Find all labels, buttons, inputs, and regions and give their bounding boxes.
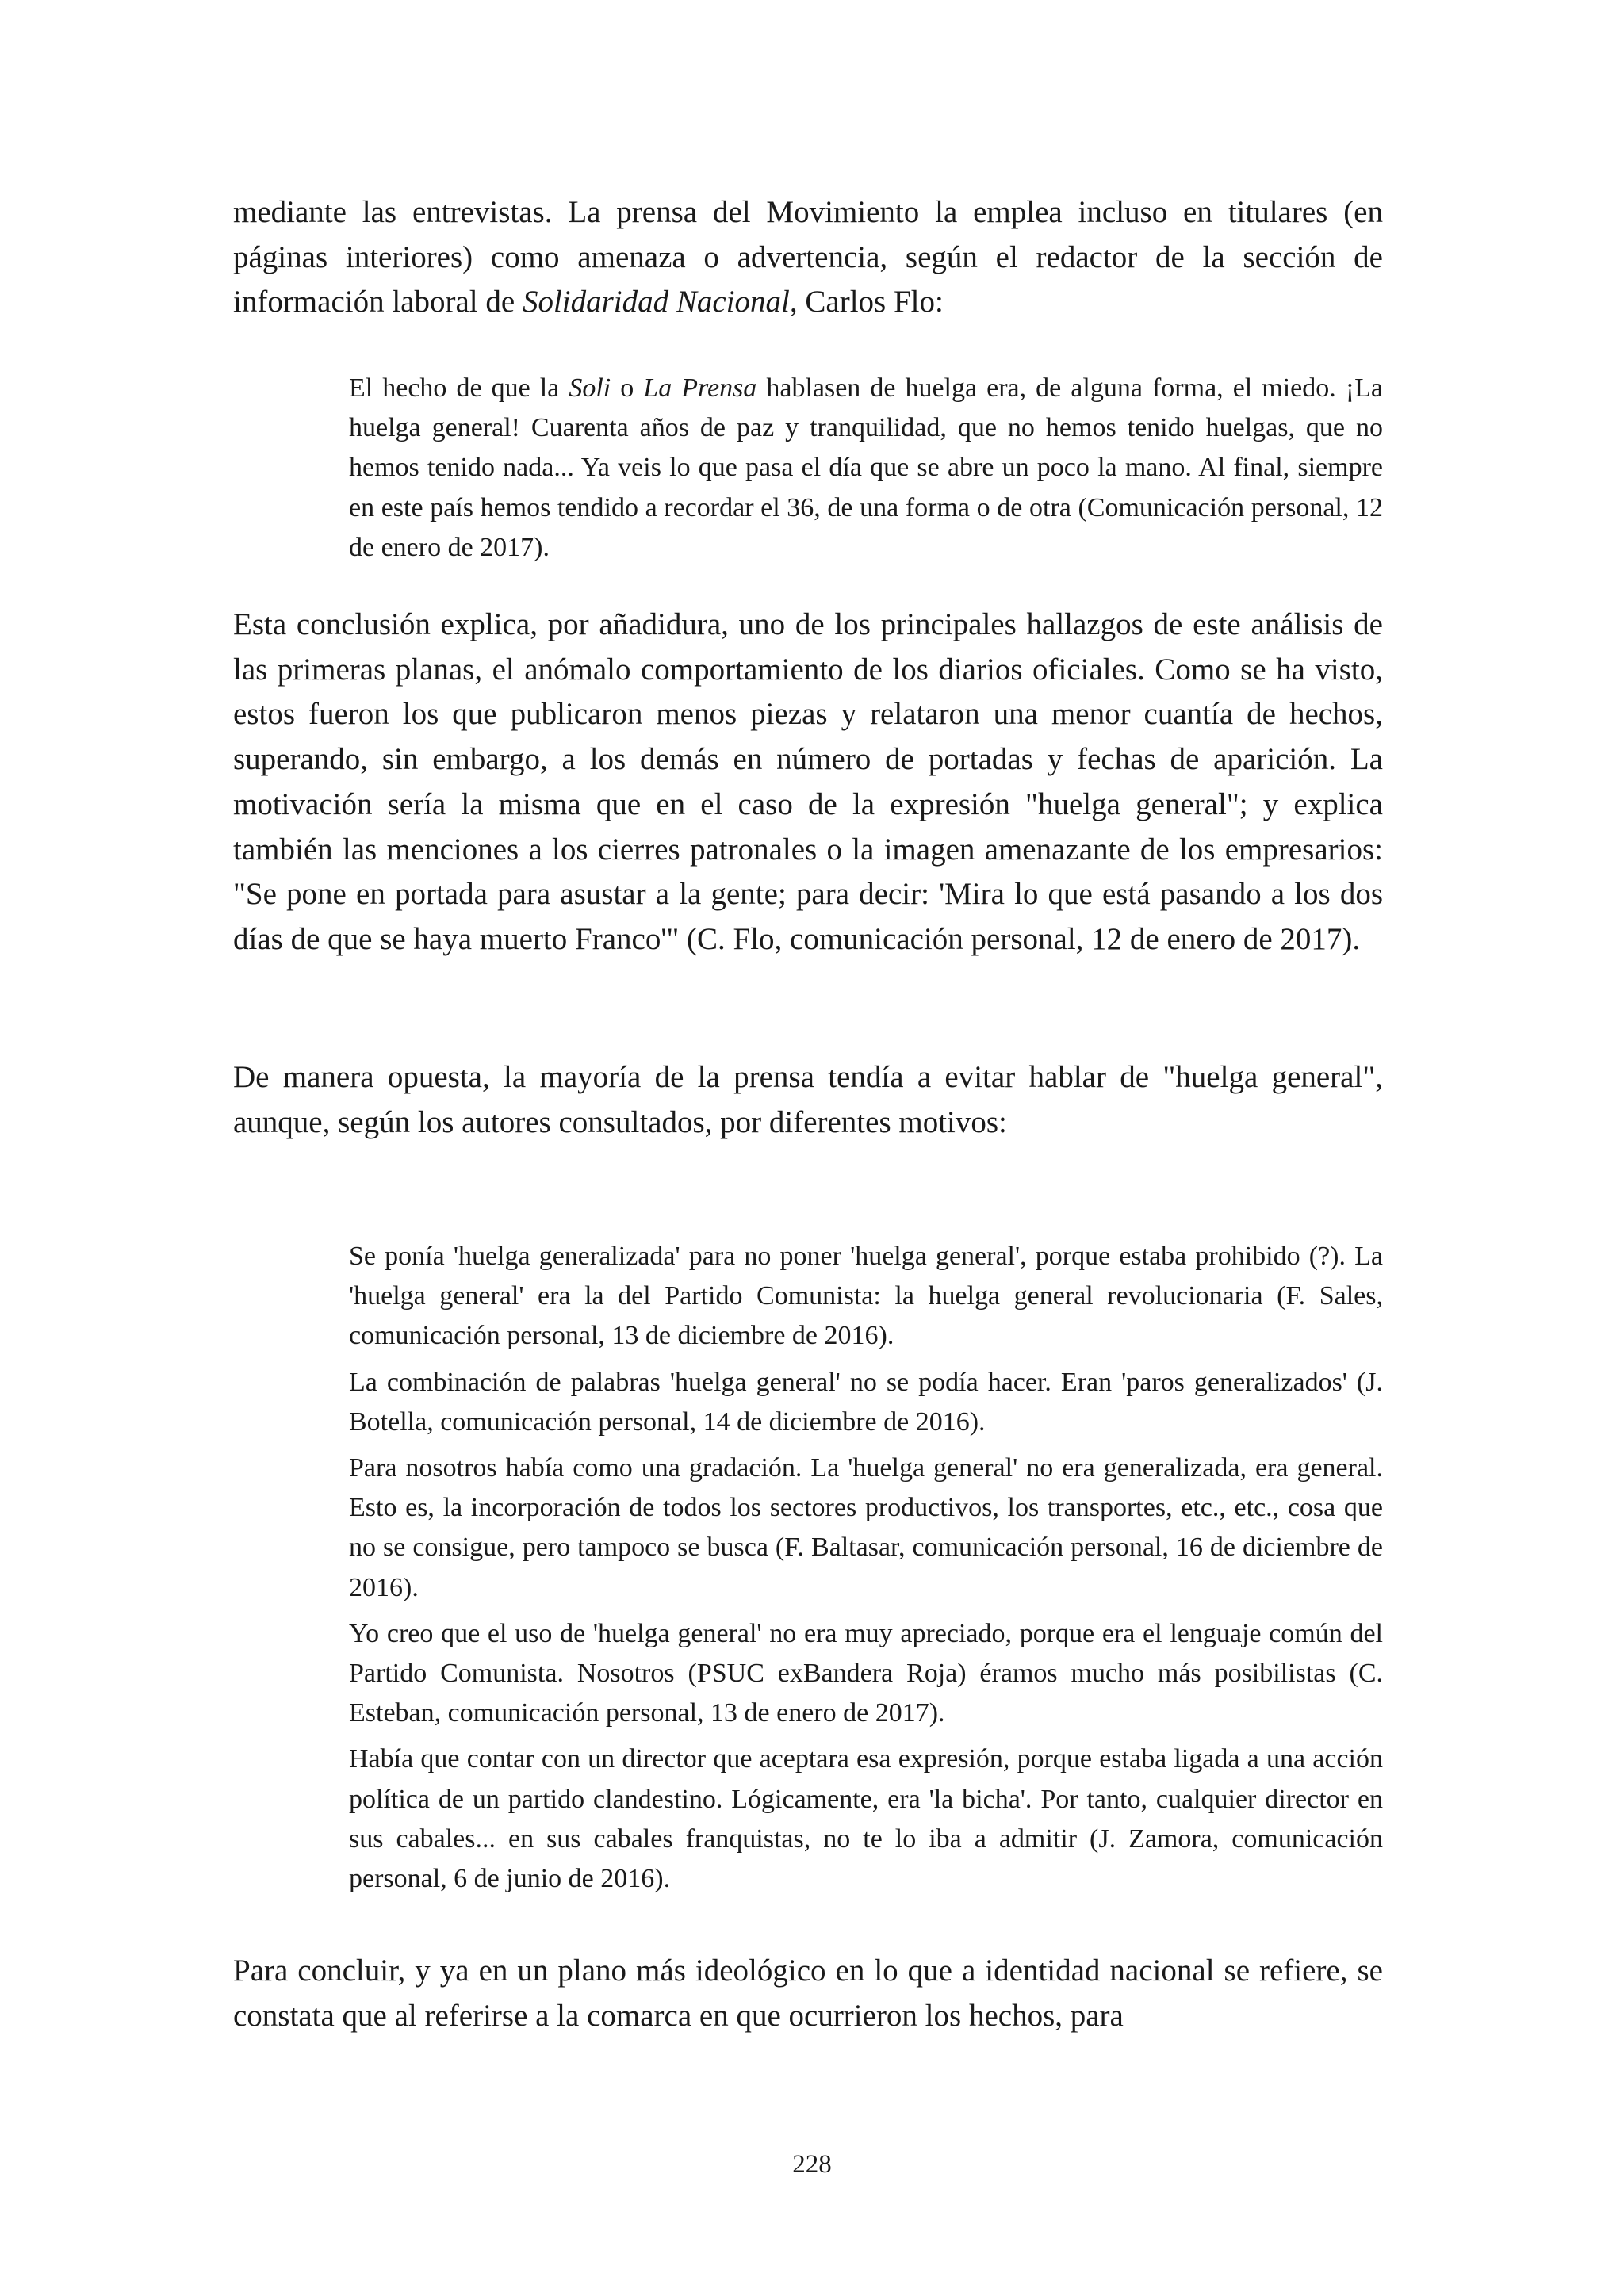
newspaper-title: Soli (569, 373, 611, 403)
quote-botella: La combinación de palabras 'huelga general' no se podía hacer. Eran 'paros generalizados' (J. Botella, comunicación personal, 14 de diciembre de 2016). (349, 1367, 1383, 1437)
newspaper-title: La Prensa (643, 373, 757, 403)
quote-esteban: Yo creo que el uso de 'huelga general' no era muy apreciado, porque era el lenguaje común del Partido Comunista. Nosotros (PSUC exBandera Roja) éramos mucho más posibilistas (C. Esteban, comunicación personal, 13 de enero de 2017). (349, 1618, 1383, 1728)
quote-fragment: o (611, 373, 644, 403)
paragraph-conclusion: Esta conclusión explica, por añadidura, uno de los principales hallazgos de este análisis de las primeras planas, el anómalo comportamiento de los diarios oficiales. Como se ha visto, estos fueron los que publicaron menos piezas y relataron una menor cuantía de hechos, superando, sin embargo, a los demás en número de portadas y fechas de aparición. La motivación sería la misma que en el caso de la expresión "huelga general"; y explica también las menciones a los cierres patronales o la imagen amenazante de los empresarios: "Se pone en portada para asustar a la gente; para decir: 'Mira lo que está pasando a los dos días de que se haya muerto Franco'" (C. Flo, comunicación personal, 12 de enero de 2017). (233, 607, 1383, 956)
page-number: 228 (792, 2150, 832, 2179)
quote-zamora: Había que contar con un director que aceptara esa expresión, porque estaba ligada a una acción política de un partido clandestino. Lógicamente, era 'la bicha'. Por tanto, cualquier director en sus cabales... en sus cabales franquistas, no te lo iba a admitir (J. Zamora, comunicación personal, 6 de junio de 2016). (349, 1744, 1383, 1894)
newspaper-title: Solidaridad Nacional, (522, 285, 798, 320)
quote-text (349, 369, 1383, 568)
quote-fragment: hablasen de huelga era, de alguna forma, el miedo. ¡La huelga general! Cuarenta años de paz y tranquilidad, que no hemos tenido huelgas, que no hemos tenido nada... Ya veis lo que pasa el día que se abre un poco la mano. Al final, siempre en este país hemos tendido a recordar el 36, de una forma o de otra (Comunicación personal, 12 de enero de 2017). (349, 373, 1383, 562)
block-quote-flo (349, 369, 1383, 574)
paragraph-text: Carlos Flo: (797, 285, 944, 320)
quote-sales: Se ponía 'huelga generalizada' para no poner 'huelga general', porque estaba prohibido (?). La 'huelga general' era la del Partido Comunista: la huelga general revolucionaria (F. Sales, comunicación personal, 13 de diciembre de 2016). (349, 1242, 1383, 1351)
paragraph-continuation (233, 190, 1383, 325)
paragraph-text: mediante las entrevistas. La prensa del Movimiento la emplea incluso en titulares (en páginas interiores) como amenaza o advertencia, según el redactor de la sección de información laboral de (233, 195, 1383, 320)
paragraph-opposite: De manera opuesta, la mayoría de la prensa tendía a evitar hablar de "huelga general", aunque, según los autores consultados, por diferentes motivos: (233, 1060, 1383, 1139)
paragraph-final: Para concluir, y ya en un plano más ideológico en lo que a identidad nacional se refiere, se constata que al referirse a la comarca en que ocurrieron los hechos, para (233, 1954, 1383, 2033)
quote-fragment: El hecho de que la (349, 373, 569, 403)
block-quotes-authors (349, 1237, 1383, 1905)
quote-baltasar: Para nosotros había como una gradación. La 'huelga general' no era generalizada, era general. Esto es, la incorporación de todos los sectores productivos, los transportes, etc., etc., cosa que no se consigue, pero tampoco se busca (F. Baltasar, comunicación personal, 16 de diciembre de 2016). (349, 1453, 1383, 1602)
